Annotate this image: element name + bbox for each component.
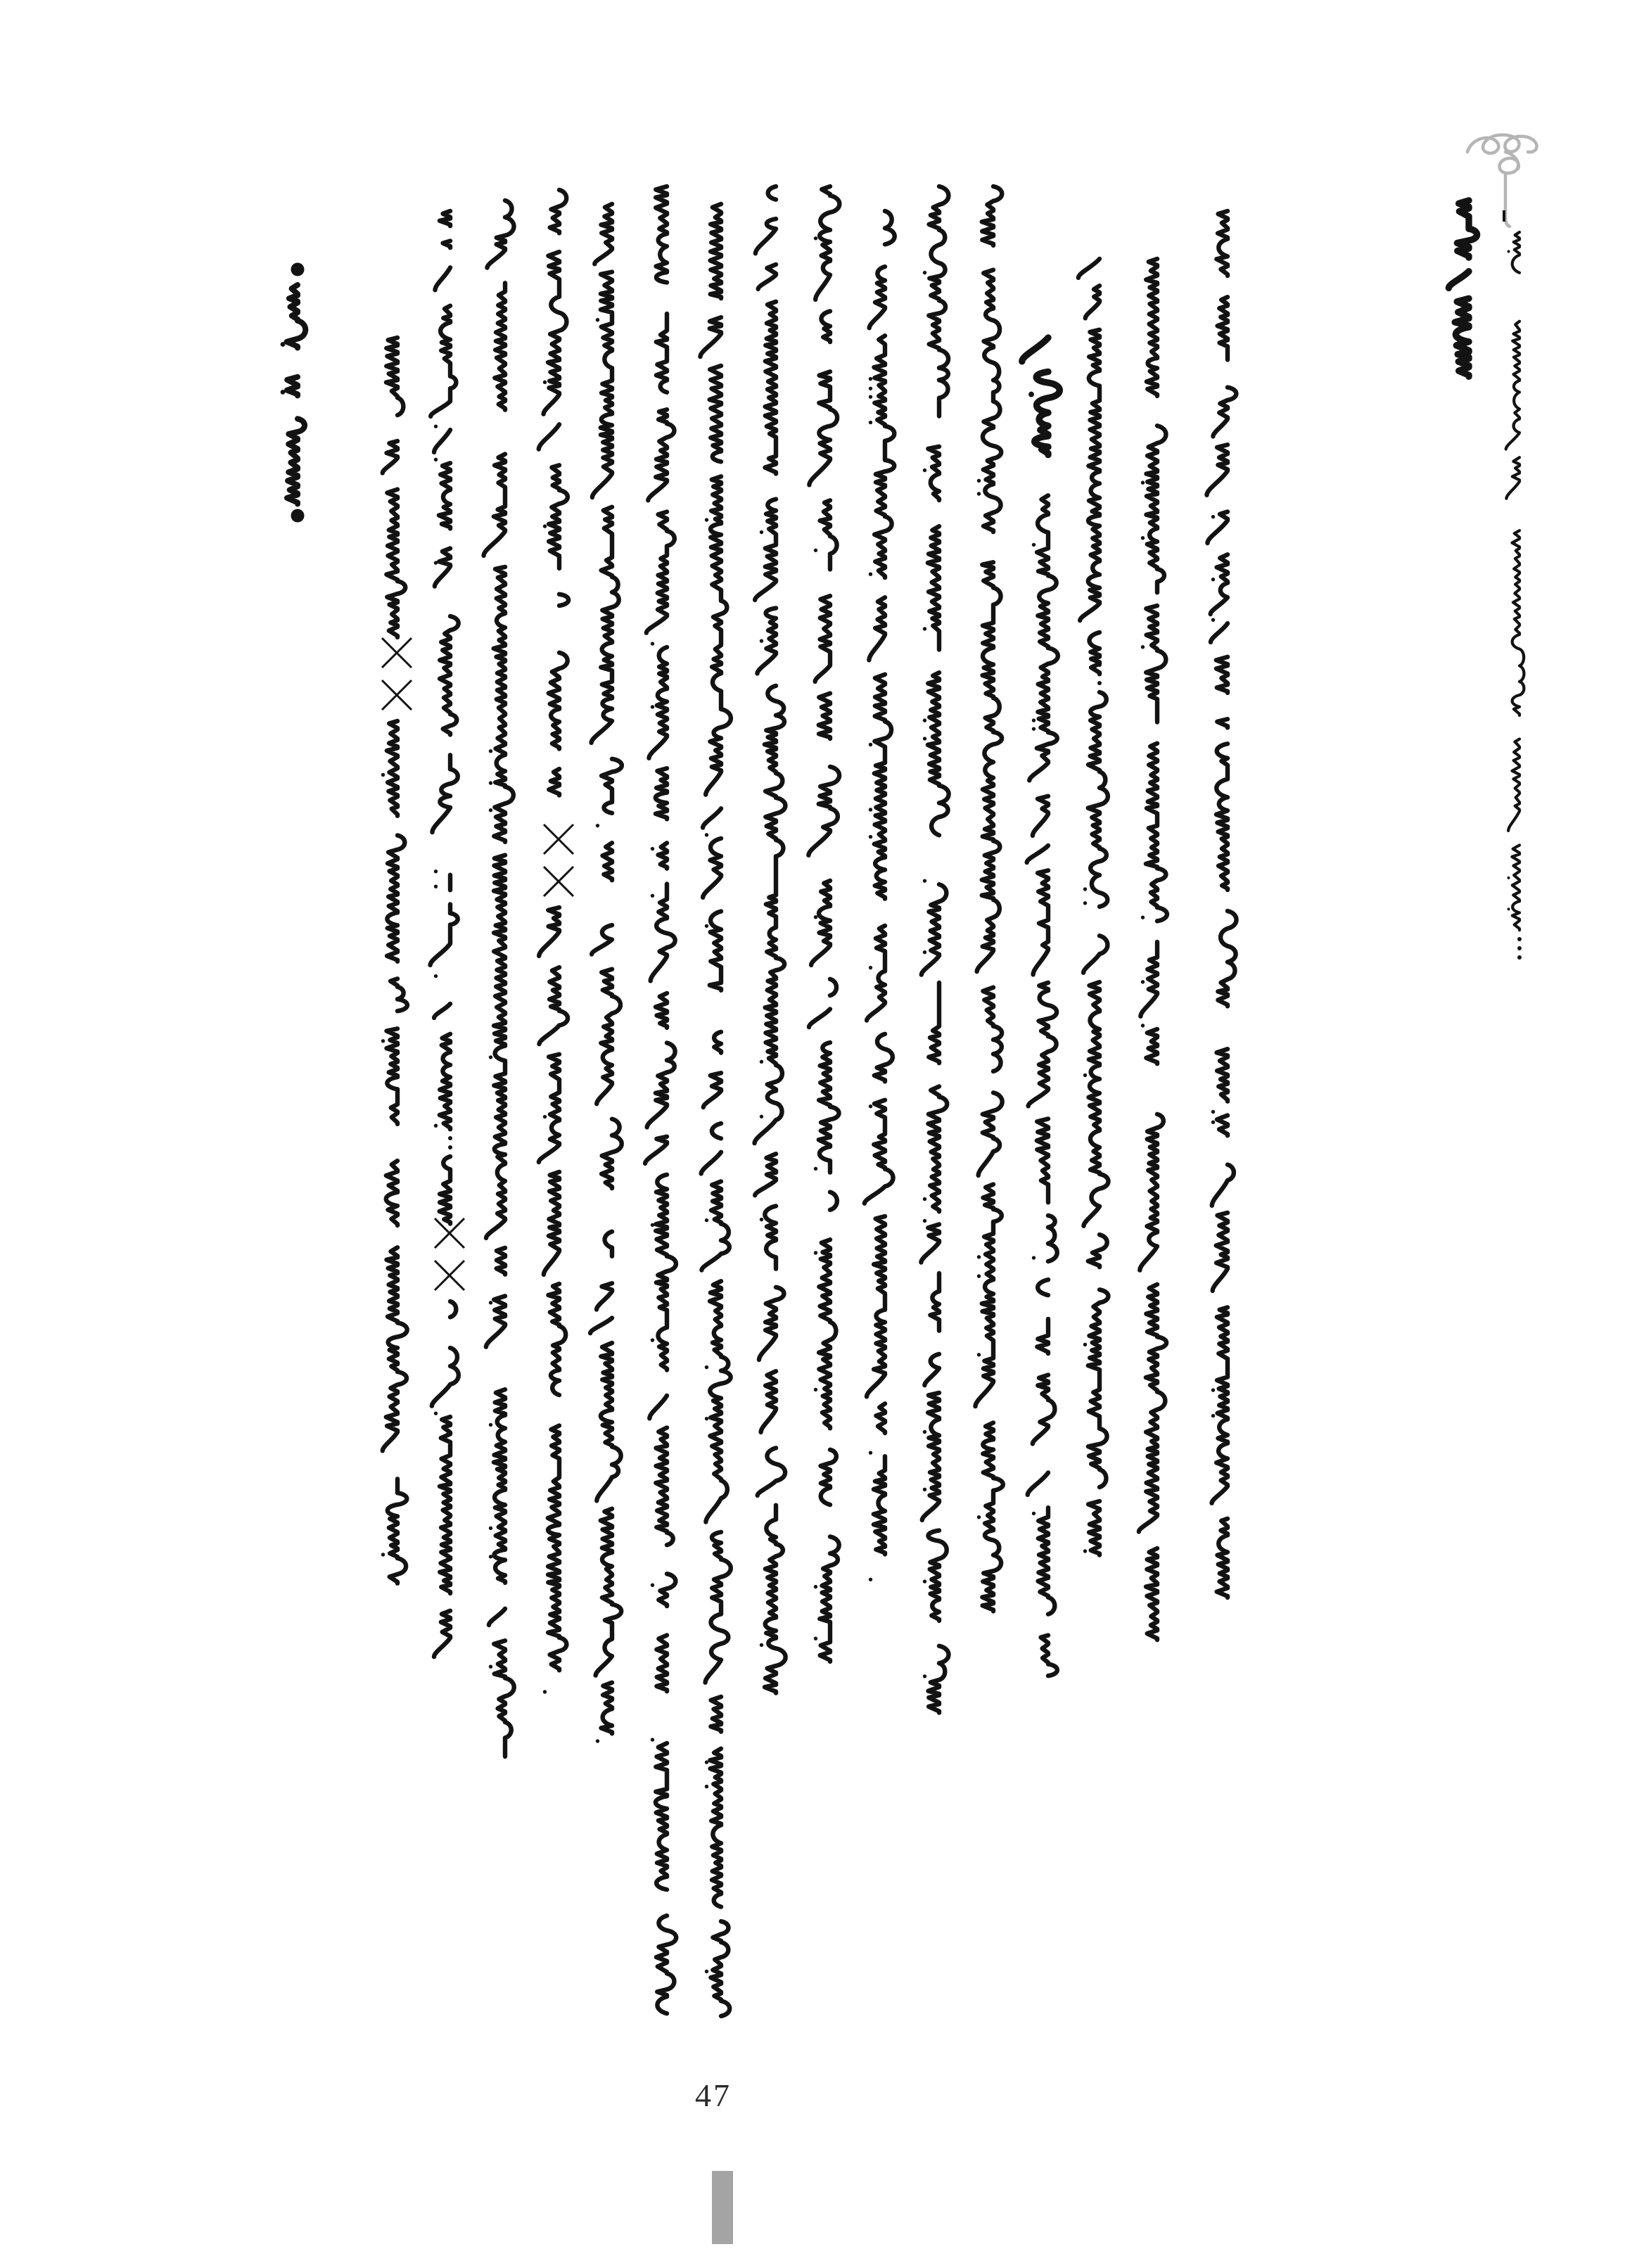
diacritic-dot — [869, 421, 872, 424]
diacritic-dot — [869, 572, 872, 575]
diacritic-dot — [869, 395, 872, 398]
diacritic-dot — [1032, 727, 1036, 730]
diacritic-dot — [760, 1060, 763, 1064]
diacritic-dot — [1211, 578, 1215, 581]
text-column — [1129, 259, 1174, 1639]
diacritic-dot — [923, 737, 926, 740]
diacritic-dot — [814, 1388, 817, 1391]
diacritic-dot — [705, 518, 708, 521]
diacritic-dot — [977, 1515, 981, 1519]
diacritic-dot — [814, 1251, 817, 1254]
diacritic-dot — [596, 318, 599, 321]
diacritic-dot — [489, 1527, 492, 1530]
diacritic-dot — [1508, 877, 1510, 879]
diacritic-dot — [1211, 1388, 1215, 1391]
running-header-column — [1499, 232, 1531, 958]
diacritic-dot — [434, 458, 438, 461]
diacritic-dot — [923, 1430, 926, 1434]
diacritic-dot — [1141, 980, 1145, 983]
diacritic-dot — [281, 390, 286, 395]
diacritic-dot — [869, 1451, 872, 1454]
diacritic-dot — [434, 1123, 438, 1127]
text-column — [911, 186, 956, 1709]
diacritic-dot — [923, 879, 926, 882]
diacritic-dot — [760, 1643, 763, 1647]
diacritic-dot — [1083, 1074, 1087, 1077]
ellipsis-dots — [445, 1126, 455, 1154]
text-column — [802, 186, 847, 1653]
diacritic-dot — [489, 1301, 492, 1304]
diacritic-dot — [434, 1411, 438, 1415]
diacritic-dot — [814, 1585, 817, 1588]
diacritic-dot — [1141, 1024, 1145, 1027]
diacritic-dot — [977, 1255, 981, 1259]
page-number: 47 — [695, 2077, 732, 2113]
diacritic-dot — [489, 1664, 492, 1668]
diacritic-dot — [1032, 543, 1036, 547]
x-placeholder-marks — [379, 635, 416, 713]
text-column — [1199, 211, 1244, 1597]
diacritic-dot — [869, 377, 872, 381]
text-column — [748, 186, 793, 1688]
diacritic-dot — [1083, 1549, 1087, 1553]
diacritic-dot — [977, 479, 981, 483]
diacritic-dot — [1211, 618, 1215, 621]
diacritic-dot — [1211, 1414, 1215, 1418]
diacritic-dot — [434, 884, 438, 888]
diacritic-dot — [1141, 915, 1145, 919]
diacritic-dot — [651, 1223, 654, 1227]
diacritic-dot — [1083, 887, 1087, 891]
diacritic-dot — [651, 642, 654, 645]
diacritic-dot — [705, 1760, 708, 1764]
diacritic-dot — [814, 915, 817, 919]
diacritic-dot — [705, 1970, 708, 1973]
text-column — [693, 204, 738, 2001]
diacritic-dot — [651, 1584, 654, 1587]
diacritic-dot — [869, 966, 872, 969]
diacritic-dot — [705, 833, 708, 836]
diacritic-dot — [1508, 907, 1510, 910]
diacritic-dot — [1083, 901, 1087, 905]
diacritic-dot — [1211, 1121, 1215, 1124]
diacritic-dot — [1141, 480, 1145, 484]
bullet-marker — [288, 260, 307, 279]
diacritic-dot — [705, 1417, 708, 1420]
diacritic-dot — [1211, 1110, 1215, 1114]
diacritic-dot — [381, 1039, 385, 1043]
diacritic-dot — [543, 1115, 547, 1119]
diacritic-dot — [814, 236, 817, 240]
diacritic-dot — [651, 705, 654, 708]
page-edge-tab — [712, 2171, 733, 2244]
diacritic-dot — [434, 974, 438, 978]
diacritic-dot — [651, 1338, 654, 1342]
x-placeholder-marks — [541, 822, 578, 899]
diacritic-dot — [489, 1423, 492, 1427]
x-placeholder-marks — [432, 1216, 469, 1293]
text-column — [369, 338, 414, 1576]
diacritic-dot — [923, 627, 926, 630]
diacritic-dot — [977, 1274, 981, 1278]
text-column — [965, 186, 1010, 1611]
diacritic-dot — [705, 1218, 708, 1222]
diacritic-dot — [923, 950, 926, 954]
text-column — [639, 186, 684, 2013]
diacritic-dot — [869, 1578, 872, 1581]
diacritic-dot — [543, 524, 547, 528]
diacritic-dot — [923, 1488, 926, 1491]
header-title-column — [1436, 200, 1489, 371]
text-column — [857, 211, 902, 1586]
diacritic-dot — [1032, 718, 1036, 722]
diacritic-dot — [760, 530, 763, 534]
bullet-marker — [288, 507, 307, 525]
diacritic-dot — [923, 1579, 926, 1583]
diacritic-dot — [977, 1353, 981, 1356]
diacritic-dot — [1508, 250, 1510, 253]
text-column — [1071, 259, 1116, 1555]
diacritic-dot — [923, 1219, 926, 1223]
diacritic-dot — [489, 808, 492, 812]
text-column — [531, 190, 576, 1695]
diacritic-dot — [814, 1167, 817, 1171]
section-heading-column — [268, 285, 316, 503]
diacritic-dot — [434, 869, 438, 873]
diacritic-dot — [923, 1197, 926, 1201]
diacritic-dot — [434, 424, 438, 428]
text-column — [422, 211, 467, 1639]
diacritic-dot — [705, 1365, 708, 1369]
diacritic-dot — [543, 381, 547, 384]
diacritic-dot — [434, 561, 438, 564]
diacritic-dot — [651, 847, 654, 850]
diacritic-dot — [814, 1636, 817, 1640]
diacritic-dot — [1083, 1343, 1087, 1346]
diacritic-dot — [869, 835, 872, 839]
diacritic-dot — [1032, 1512, 1036, 1515]
diacritic-dot — [543, 1690, 547, 1693]
diacritic-dot — [760, 639, 763, 642]
bold-lead-column — [1015, 338, 1069, 454]
diacritic-dot — [381, 1553, 385, 1556]
diacritic-dot — [1141, 536, 1145, 540]
diacritic-dot — [705, 924, 708, 928]
diacritic-dot — [1211, 515, 1215, 518]
diacritic-dot — [596, 1739, 599, 1743]
diacritic-dot — [489, 749, 492, 753]
diacritic-dot — [814, 549, 817, 552]
diacritic-dot — [489, 781, 492, 784]
diacritic-dot — [489, 1055, 492, 1059]
diacritic-dot — [1032, 1256, 1036, 1259]
diacritic-dot — [1141, 645, 1145, 649]
text-column — [1020, 468, 1065, 1674]
diacritic-dot — [977, 492, 981, 495]
text-column — [584, 204, 629, 1745]
diacritic-dot — [760, 1115, 763, 1119]
diacritic-dot — [705, 1785, 708, 1788]
diacritic-dot — [381, 773, 385, 777]
diacritic-dot — [869, 743, 872, 746]
ellipsis-dots — [1515, 936, 1524, 964]
diacritic-dot — [869, 1104, 872, 1108]
diacritic-dot — [596, 824, 599, 827]
diacritic-dot — [489, 1555, 492, 1558]
diacritic-dot — [923, 469, 926, 472]
diacritic-dot — [923, 1674, 926, 1678]
ellipsis-dots — [1095, 661, 1104, 689]
diacritic-dot — [651, 1738, 654, 1741]
text-column — [477, 200, 522, 1787]
diacritic-dot — [869, 808, 872, 811]
diacritic-dot — [281, 342, 286, 347]
diacritic-dot — [760, 1218, 763, 1221]
diacritic-dot — [869, 387, 872, 390]
diacritic-dot — [651, 894, 654, 898]
header-dash — [1503, 210, 1505, 222]
diacritic-dot — [923, 718, 926, 722]
diacritic-dot — [923, 271, 926, 274]
diacritic-dot — [1028, 392, 1034, 397]
